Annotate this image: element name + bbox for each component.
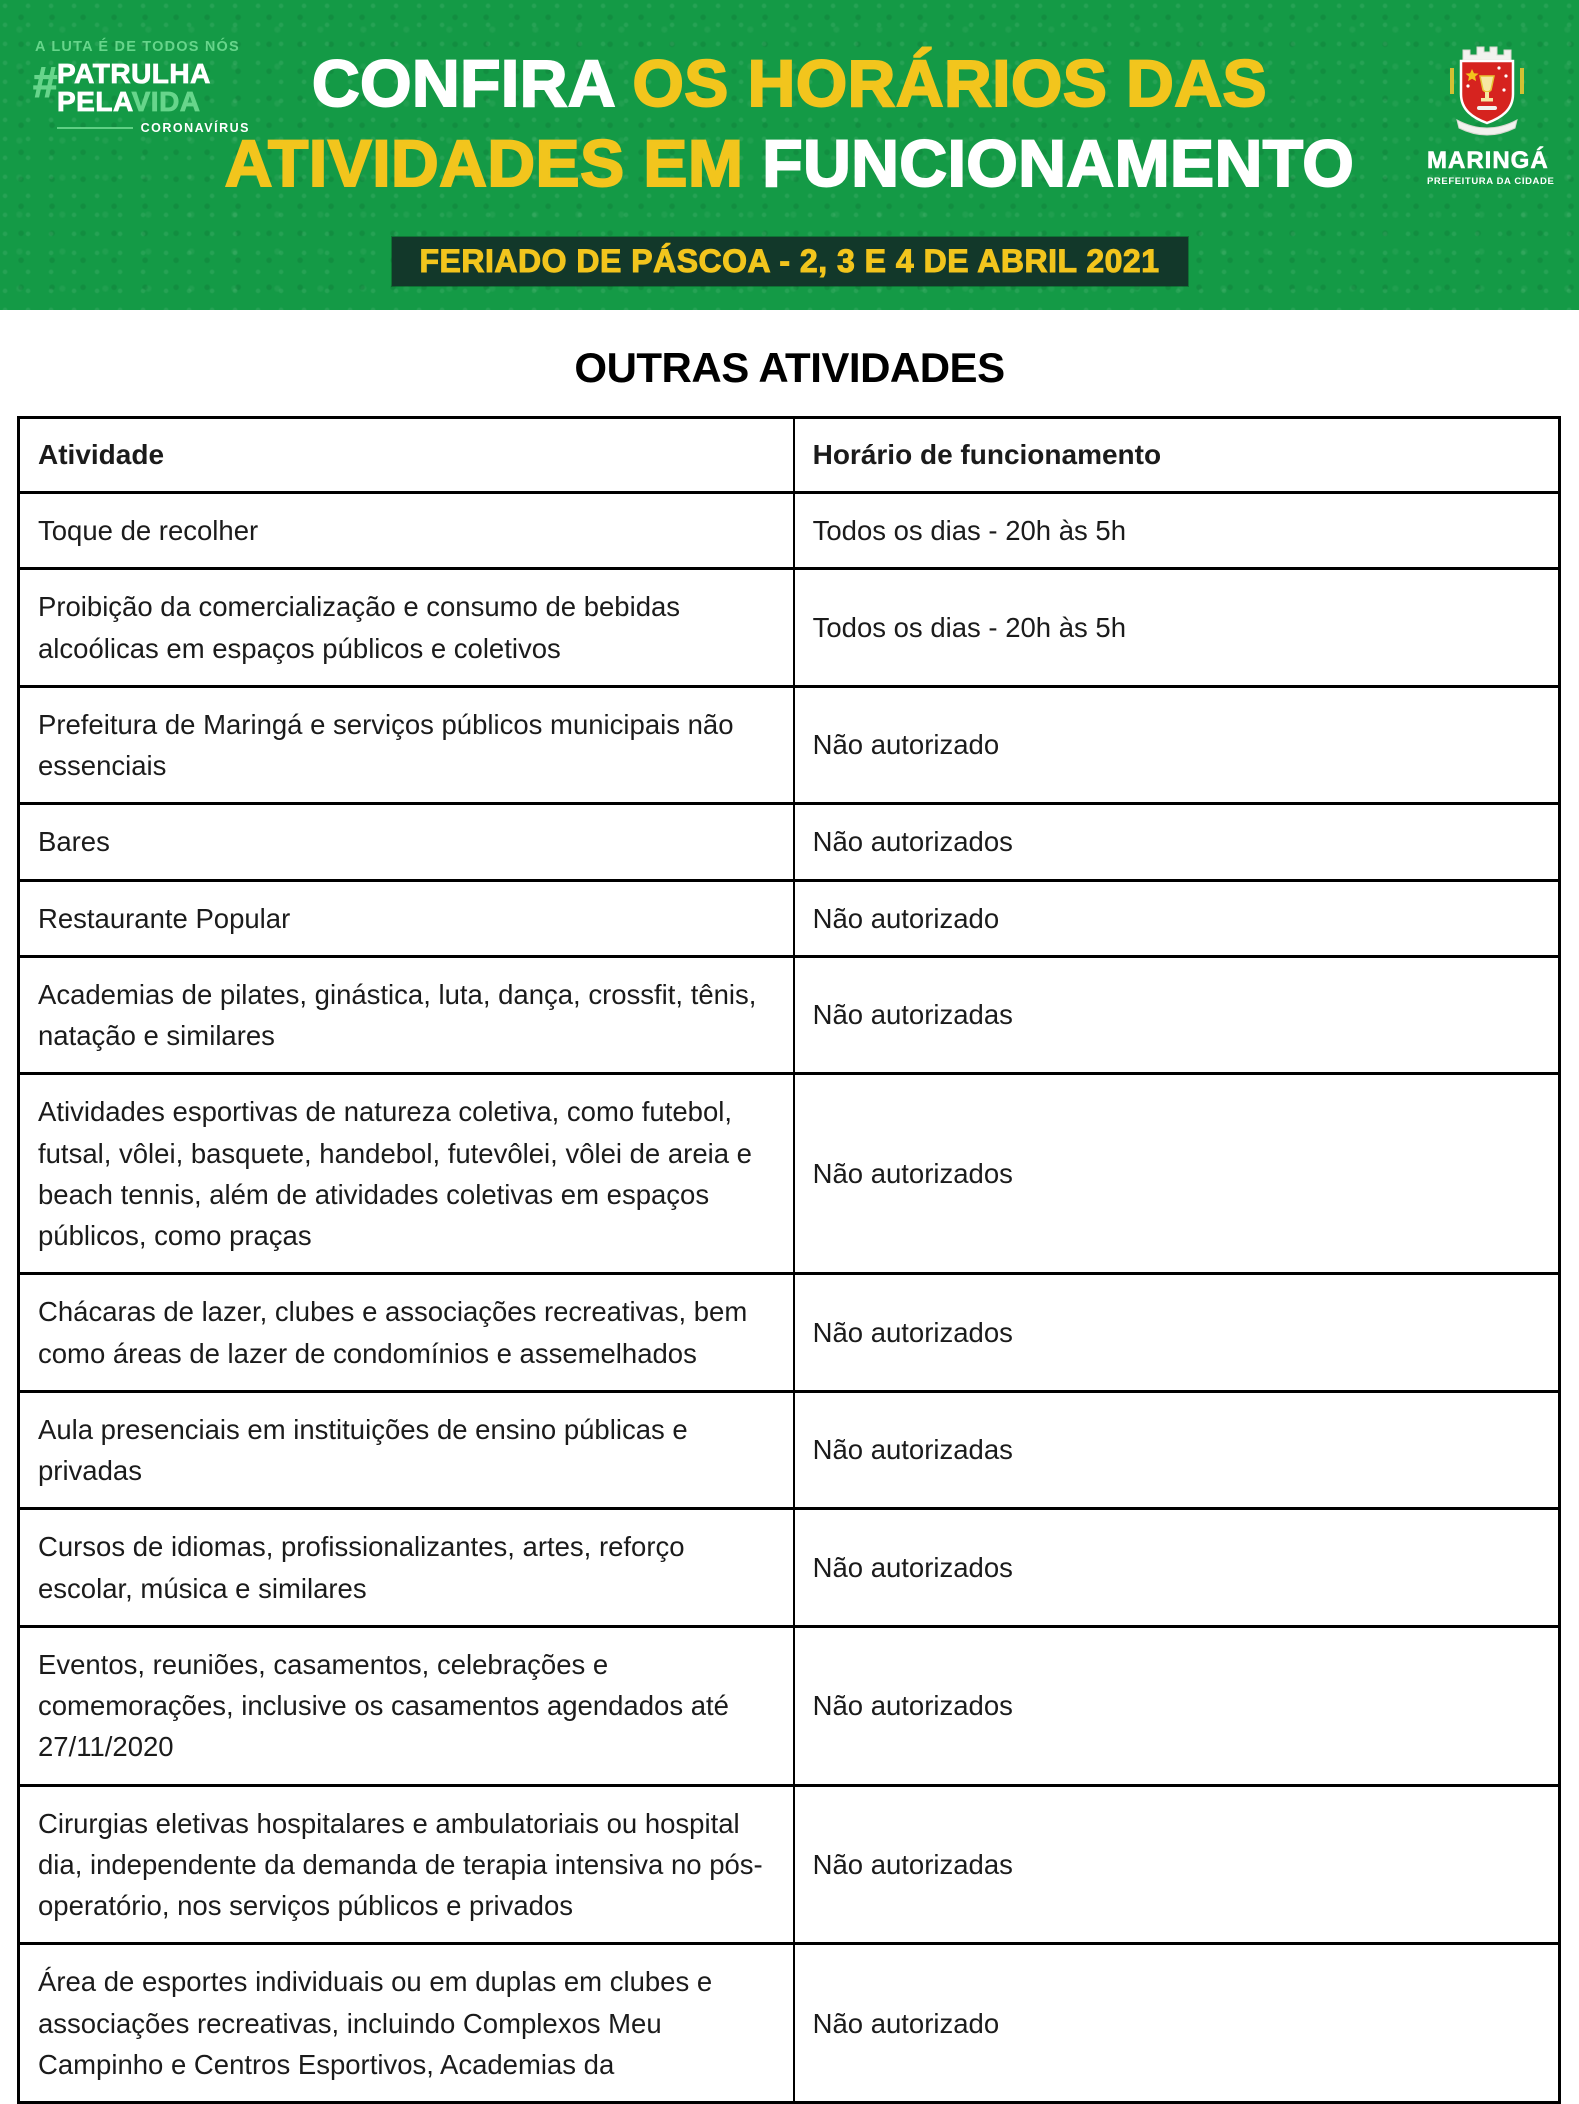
maringa-city-logo: [1427, 38, 1555, 187]
activity-cell: Academias de pilates, ginástica, luta, dança, crossfit, tênis, natação e similares: [19, 956, 794, 1074]
activity-cell: Chácaras de lazer, clubes e associações recreativas, bem como áreas de lazer de condomínios e assemelhados: [19, 1274, 794, 1392]
table-row: [19, 956, 1560, 1074]
schedule-cell: Não autorizado: [794, 1944, 1560, 2103]
activity-cell: Aula presenciais em instituições de ensino públicas e privadas: [19, 1391, 794, 1509]
activity-cell: Área de esportes individuais ou em duplas em clubes e associações recreativas, incluindo Complexos Meu Campinho e Centros Esportivos, Academias da: [19, 1944, 794, 2103]
activity-cell: Cursos de idiomas, profissionalizantes, artes, reforço escolar, música e similares: [19, 1509, 794, 1627]
activities-table-body: [19, 493, 1560, 2103]
title-funcionamento: FUNCIONAMENTO: [762, 125, 1355, 200]
schedule-cell: Todos os dias - 20h às 5h: [794, 493, 1560, 569]
activities-table-head: [19, 418, 1560, 493]
activity-cell: Eventos, reuniões, casamentos, celebrações e comemorações, inclusive os casamentos agendados até 27/11/2020: [19, 1626, 794, 1785]
table-row: [19, 1074, 1560, 1274]
section-title: OUTRAS ATIVIDADES: [574, 344, 1005, 391]
title-confira: CONFIRA: [311, 46, 633, 120]
activity-cell: Proibição da comercialização e consumo de bebidas alcoólicas em espaços públicos e coletivos: [19, 569, 794, 687]
campaign-tagline: A LUTA É DE TODOS NÓS: [35, 39, 240, 55]
activity-cell: Cirurgias eletivas hospitalares e ambulatoriais ou hospital dia, independente da demanda de terapia intensiva no pós-operatório, nos serviços públicos e privados: [19, 1785, 794, 1944]
activity-cell: Bares: [19, 804, 794, 880]
campaign-word-vida: VIDA: [131, 85, 201, 117]
table-row: [19, 569, 1560, 687]
content-area: [0, 344, 1579, 2104]
table-header-row: [19, 418, 1560, 493]
table-row: [19, 686, 1560, 804]
table-row: [19, 1391, 1560, 1509]
campaign-word-patrulha: PATRULHA: [57, 57, 211, 89]
title-os-horarios: OS HORÁRIOS DAS: [632, 46, 1268, 120]
maringa-crest-icon: [1441, 38, 1533, 142]
schedule-cell: Não autorizados: [794, 1509, 1560, 1627]
schedule-cell: Não autorizadas: [794, 1391, 1560, 1509]
table-row: [19, 1509, 1560, 1627]
poster-title-line2: [0, 120, 1579, 204]
table-row: [19, 804, 1560, 880]
title-atividades-em: ATIVIDADES EM: [224, 125, 763, 200]
schedule-cell: Não autorizadas: [794, 1785, 1560, 1944]
city-subtitle: PREFEITURA DA CIDADE: [1427, 176, 1555, 187]
activity-cell: Prefeitura de Maringá e serviços públicos municipais não essenciais: [19, 686, 794, 804]
holiday-date-banner: [392, 237, 1188, 286]
schedule-cell: Não autorizado: [794, 880, 1560, 956]
activity-cell: Atividades esportivas de natureza coletiva, como futebol, futsal, vôlei, basquete, handebol, futevôlei, vôlei de areia e beach tennis, além de atividades coletivas em espaços públicos, como praças: [19, 1074, 794, 1274]
schedule-cell: Não autorizados: [794, 1626, 1560, 1785]
schedule-cell: Não autorizadas: [794, 956, 1560, 1074]
holiday-date-text: FERIADO DE PÁSCOA - 2, 3 E 4 DE ABRIL 2021: [419, 243, 1160, 279]
green-header: [0, 0, 1579, 310]
schedule-cell: Todos os dias - 20h às 5h: [794, 569, 1560, 687]
column-header-atividade: Atividade: [19, 418, 794, 493]
table-row: [19, 1626, 1560, 1785]
column-header-horario: Horário de funcionamento: [794, 418, 1560, 493]
table-row: [19, 493, 1560, 569]
schedule-cell: Não autorizado: [794, 686, 1560, 804]
activity-cell: Restaurante Popular: [19, 880, 794, 956]
campaign-word-pela: PELA: [57, 85, 132, 117]
schedule-cell: Não autorizados: [794, 804, 1560, 880]
city-name: MARINGÁ: [1427, 147, 1549, 174]
poster-title-line1: [0, 44, 1579, 124]
coronavirus-label: CORONAVÍRUS: [140, 120, 250, 135]
hashtag-icon: #: [33, 57, 58, 107]
table-row: [19, 1274, 1560, 1392]
schedule-cell: Não autorizados: [794, 1074, 1560, 1274]
activity-cell: Toque de recolher: [19, 493, 794, 569]
table-row: [19, 880, 1560, 956]
activities-table: [17, 416, 1561, 2104]
table-row: [19, 1785, 1560, 1944]
table-row: [19, 1944, 1560, 2103]
schedule-cell: Não autorizados: [794, 1274, 1560, 1392]
poster-title: [0, 44, 1579, 204]
